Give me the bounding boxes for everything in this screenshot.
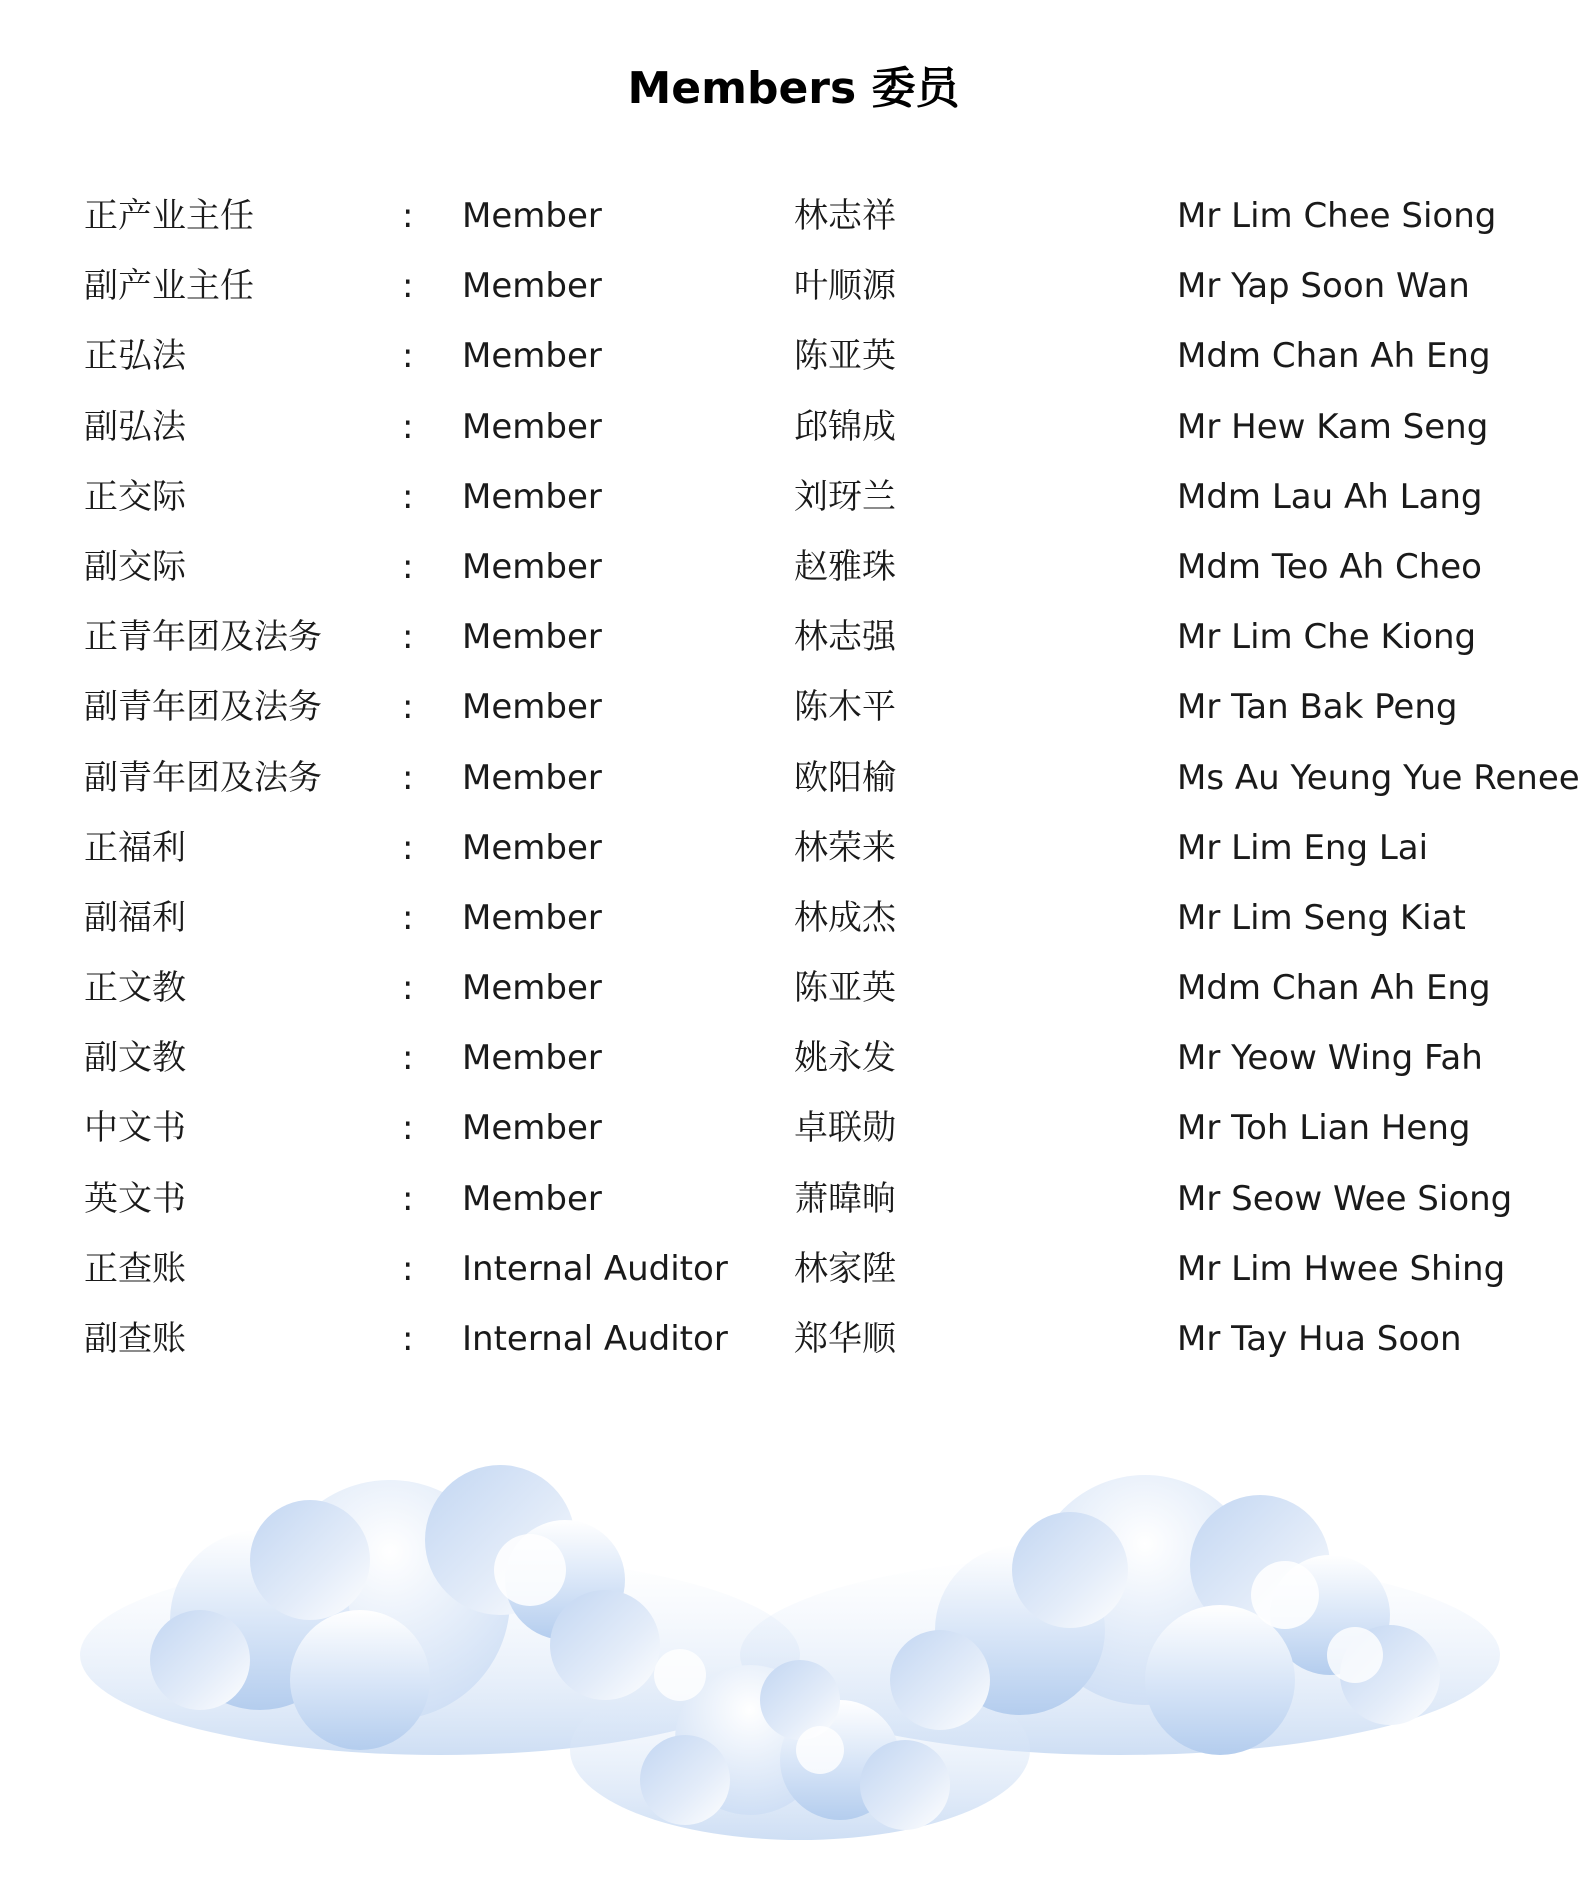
english-name: Mr Tay Hua Soon [1177, 1319, 1462, 1359]
chinese-name: 赵雅珠 [794, 546, 896, 587]
separator-colon: : [402, 1319, 414, 1359]
chinese-role: 正青年团及法务 [84, 617, 322, 658]
member-row [84, 892, 1574, 962]
chinese-name: 邱锦成 [794, 406, 896, 447]
english-name: Mr Seow Wee Siong [1177, 1178, 1513, 1219]
separator-colon: : [402, 897, 414, 938]
cloud-decoration [60, 1450, 1520, 1890]
english-role: Internal Auditor [462, 1248, 728, 1289]
english-name: Mr Lim Che Kiong [1177, 617, 1477, 658]
separator-colon: : [402, 1248, 414, 1289]
member-row [84, 190, 1574, 260]
separator-colon: : [402, 266, 414, 307]
member-row [84, 752, 1580, 822]
english-role: Member [462, 406, 602, 447]
separator-colon: : [402, 757, 414, 798]
member-row [84, 401, 1574, 471]
member-row [84, 471, 1574, 541]
english-role: Member [462, 266, 602, 307]
english-role: Member [462, 617, 602, 658]
page-title: Members 委员 [627, 63, 960, 114]
chinese-name: 叶顺源 [794, 266, 896, 307]
english-role: Member [462, 757, 602, 798]
chinese-name: 刘玡兰 [794, 476, 896, 517]
english-name: Mr Yap Soon Wan [1177, 266, 1470, 307]
member-row [84, 681, 1574, 751]
separator-colon: : [402, 617, 414, 658]
english-name: Mr Tan Bak Peng [1177, 687, 1458, 728]
english-name: Mr Yeow Wing Fah [1177, 1038, 1483, 1079]
separator-colon: : [402, 406, 414, 447]
english-role: Member [462, 1178, 602, 1219]
separator-colon: : [402, 1108, 414, 1149]
english-name: Mr Lim Seng Kiat [1177, 897, 1466, 938]
chinese-name: 陈亚英 [794, 968, 896, 1009]
chinese-name: 林志强 [794, 617, 896, 658]
member-row [84, 1173, 1574, 1243]
member-row [84, 330, 1574, 400]
chinese-name: 郑华顺 [794, 1319, 896, 1359]
english-name: Mr Toh Lian Heng [1177, 1108, 1471, 1149]
english-name: Mdm Chan Ah Eng [1177, 968, 1491, 1009]
separator-colon: : [402, 1178, 414, 1219]
chinese-role: 英文书 [84, 1178, 186, 1219]
member-row [84, 1102, 1574, 1172]
chinese-name: 林家陞 [794, 1248, 896, 1289]
chinese-role: 副青年团及法务 [84, 687, 322, 728]
chinese-name: 卓联勋 [794, 1108, 896, 1149]
separator-colon: : [402, 968, 414, 1009]
english-name: Mr Lim Eng Lai [1177, 827, 1429, 868]
chinese-role: 正交际 [84, 476, 186, 517]
chinese-name: 林荣来 [794, 827, 896, 868]
chinese-role: 副产业主任 [84, 266, 254, 307]
chinese-role: 副交际 [84, 546, 186, 587]
english-role: Member [462, 196, 602, 236]
chinese-role: 正查账 [84, 1248, 186, 1289]
separator-colon: : [402, 196, 414, 236]
chinese-name: 姚永发 [794, 1038, 896, 1079]
english-role: Member [462, 687, 602, 728]
separator-colon: : [402, 336, 414, 377]
member-row [84, 541, 1574, 611]
english-name: Mdm Teo Ah Cheo [1177, 546, 1482, 587]
english-role: Member [462, 827, 602, 868]
chinese-role: 正弘法 [84, 336, 186, 377]
member-row [84, 822, 1574, 892]
english-role: Member [462, 1108, 602, 1149]
english-role: Member [462, 476, 602, 517]
chinese-name: 陈亚英 [794, 336, 896, 377]
chinese-name: 陈木平 [794, 687, 896, 728]
separator-colon: : [402, 687, 414, 728]
english-role: Member [462, 546, 602, 587]
english-role: Internal Auditor [462, 1319, 728, 1359]
chinese-role: 副查账 [84, 1319, 186, 1359]
separator-colon: : [402, 1038, 414, 1079]
chinese-role: 副弘法 [84, 406, 186, 447]
member-row [84, 611, 1574, 681]
member-row [84, 1243, 1574, 1313]
chinese-role: 副福利 [84, 897, 186, 938]
chinese-name: 林成杰 [794, 897, 896, 938]
chinese-role: 正福利 [84, 827, 186, 868]
english-role: Member [462, 1038, 602, 1079]
member-row [84, 1313, 1574, 1383]
english-role: Member [462, 336, 602, 377]
chinese-role: 副文教 [84, 1038, 186, 1079]
chinese-name: 萧暐晌 [794, 1178, 896, 1219]
separator-colon: : [402, 546, 414, 587]
english-name: Mr Hew Kam Seng [1177, 406, 1489, 447]
member-row [84, 260, 1574, 330]
english-name: Mr Lim Chee Siong [1177, 196, 1497, 236]
chinese-name: 林志祥 [794, 196, 896, 236]
chinese-role: 正文教 [84, 968, 186, 1009]
english-role: Member [462, 897, 602, 938]
english-role: Member [462, 968, 602, 1009]
english-name: Mdm Chan Ah Eng [1177, 336, 1491, 377]
separator-colon: : [402, 827, 414, 868]
chinese-role: 中文书 [84, 1108, 186, 1149]
separator-colon: : [402, 476, 414, 517]
member-row [84, 962, 1574, 1032]
english-name: Ms Au Yeung Yue Renee [1177, 757, 1580, 798]
chinese-role: 正产业主任 [84, 196, 254, 236]
english-name: Mr Lim Hwee Shing [1177, 1248, 1506, 1289]
chinese-role: 副青年团及法务 [84, 757, 322, 798]
member-row [84, 1032, 1574, 1102]
chinese-name: 欧阳榆 [794, 757, 896, 798]
english-name: Mdm Lau Ah Lang [1177, 476, 1483, 517]
members-list [84, 190, 1580, 1383]
